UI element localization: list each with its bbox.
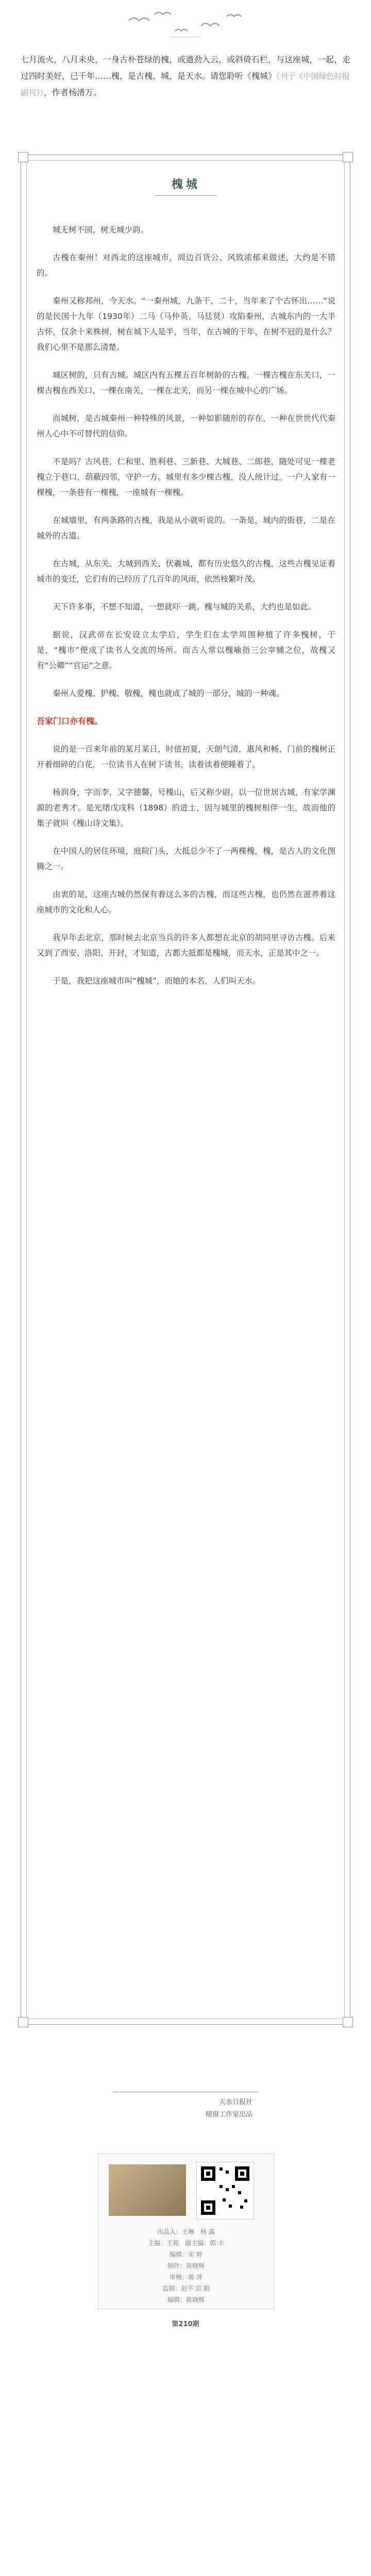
article-body [37,222,335,1001]
intro-note: （刊于《中国绿色时报副刊》） [21,72,350,97]
credits-list [109,2226,263,2306]
paragraph: 于是，我把这座城市叫“槐城”，而她的本名，人们叫天水。 [53,976,261,986]
article-title: 槐城 [171,178,200,191]
article-frame [21,155,350,2025]
credit-line: 编辑：蒋晓辉 [167,2296,205,2303]
paragraph: 在中国人的居住环境，庭院门头，大抵总少不了一两棵槐，槐，是古人的文化图腾之一。 [37,846,335,871]
signature-line-2: 晴窗工作室出品 [205,2111,252,2119]
credit-line: 监制：赵平 宗 娟 [162,2285,210,2292]
section-subheading: 吾家门口亦有槐。 [37,716,103,726]
paragraph: 秦州人爱槐、护槐、敬槐，槐也就成了城的一部分，城的一种魂。 [53,689,284,698]
corner-decoration [343,152,353,162]
credit-line: 主编：王莉 副主编：郭 丰 [148,2240,224,2247]
credit-line: 编辑：宋 婷 [170,2251,203,2258]
corner-decoration [343,2017,353,2027]
header-banner [0,0,371,46]
paragraph: 在古城，从东关、大城到西关、伏羲城，都有历史悠久的古槐，这些古槐见证着城市的变迁，它们有的已经历了几百年的风雨，依然枝繁叶茂。 [37,559,335,584]
credit-line: 出品人：王琳 杨 露 [157,2228,215,2235]
issue-number: 第210期 [172,2320,199,2328]
intro-paragraph [21,52,350,101]
paragraph: 天下许多事，不想不知道，一想就吓一跳。槐与城的关系，大约也是如此。 [53,602,316,612]
paragraph: 杨润身，字而李，又字德馨，号槐山，后又称少尉，以一位世居古城，有家学渊源的老秀才。是光绪戊戌科（1898）的进士，因与城里的槐树相伴一生，故而他的集子就叫《槐山诗文集》。 [37,788,335,828]
credit-line: 审核：蒋 萍 [170,2274,203,2281]
paragraph: 由衷的是，这座古城仍然保有着这么多的古槐，而这些古槐，也仍然在滋养着这座城市的文化和人心。 [37,890,335,914]
corner-decoration [18,152,28,162]
paragraph: 据说，汉武帝在长安设立太学后，学生们在太学周围种植了许多槐树，于是，“槐市”便成了读书人交流的场所。而古人常以槐喻指三公宰辅之位，故槐又有“公卿”“官运”之意。 [37,630,335,670]
credits-card [98,2154,274,2309]
paragraph: 城无树不园，树无城少韵。 [53,225,149,234]
paragraph: 不是吗？古风巷，仁和里、胜利巷、三新巷、大城巷、二郎巷，随处可见一棵老槐立于巷口，荫蔽四邻，守护一方。城里有多少棵古槐，没人统计过。一户人家有一棵槐，一条巷有一棵槐，一座城有一棵槐。 [37,457,335,497]
paragraph: 说的是一百来年前的某月某日，时值初夏，天朗气清，惠风和畅，门前的槐树正开着细碎的白花，一位读书人在树下读书，读着读着便睡着了。 [37,744,335,769]
paragraph: 在城墙里，有两条路的古槐，我是从小就听说的。一条是，城内的街巷，二是在城外的古道。 [37,516,335,540]
paragraph: 我早年去北京，那时候去北京当兵的许多人都想在北京的胡同里寻访古槐。后来又到了西安、洛阳、开封，才知道，古都大抵都是槐城，而天水，正是其中之一。 [37,933,335,958]
paragraph: 秦州又称邦州，今天水。“一秦州城，九条干，二十，当年来了个古怀出……”说的是民国十九年（1930年）二马（马仲英、马廷贤）攻陷秦州，古城东内的一大半古怀，仅余十来株树，树在城下人是半，当年，在古城的干年，在树不冠的是什么？我们心里不是那么清楚。 [37,296,335,352]
title-divider [155,195,217,196]
paragraph: 而城树，是古城秦州一种特殊的风景，一种如影随形的存在，一种在世世代代秦州人心中不可替代的信仰。 [37,414,335,438]
cover-photo [109,2164,186,2216]
birds-illustration [0,0,371,46]
credit-line: 制作：蒋晓辉 [167,2262,205,2269]
corner-decoration [18,2017,28,2027]
intro-text: 七月流火，八月未央，一身古朴苍绿的槐，或遒劲入云，或斜倚石栏，与这座城，一起，走过四时美好，已千年……槐，是古槐，城，是天水。请您聆听《槐城》 [21,55,351,81]
paragraph: 古槐在秦州！对西北的这座城市，周边百货公、风致浓郁来做述，大约是不错的。 [37,253,335,278]
signature-line-1: 天水日报社 [218,2098,252,2106]
qr-code-icon[interactable] [196,2162,254,2219]
intro-suffix: ，作者杨清万。 [44,88,102,97]
paragraph: 城区树的，只有古城。城区内有五棵五百年树龄的古槐，一棵古槐在东关口，一棵古槐在西关口，一棵在南关，一棵在北关，而另一棵在城中心的广场。 [37,370,335,395]
